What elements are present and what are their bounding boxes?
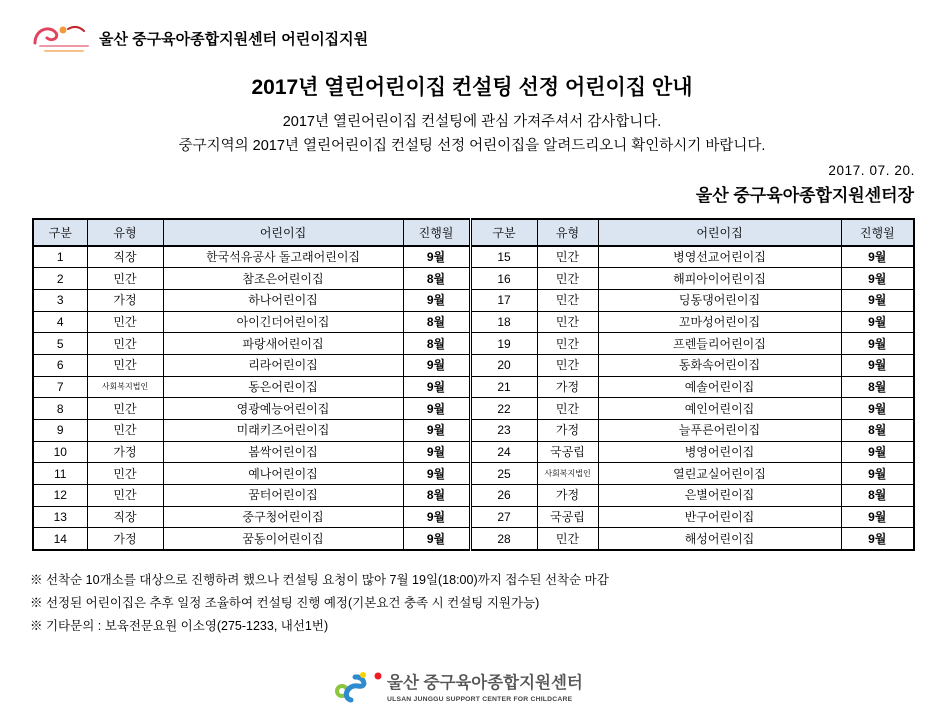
cell-no: 28: [470, 528, 537, 550]
logo-line-2: [44, 50, 84, 52]
cell-no: 18: [470, 311, 537, 333]
cell-type: 국공립: [537, 441, 598, 463]
cell-month: 8월: [403, 268, 470, 290]
cell-no: 15: [470, 246, 537, 268]
cell-no: 22: [470, 398, 537, 420]
cell-type: 민간: [537, 246, 598, 268]
logo-orange-crescent: [371, 680, 381, 700]
cell-name: 아이긴더어린이집: [163, 311, 403, 333]
cell-name: 참조은어린이집: [163, 268, 403, 290]
cell-name: 예나어린이집: [163, 463, 403, 485]
cell-name: 병영선교어린이집: [598, 246, 841, 268]
cell-month: 9월: [841, 463, 914, 485]
logo-swirl: [35, 29, 57, 43]
cell-no: 23: [470, 420, 537, 442]
cell-no: 1: [33, 246, 87, 268]
cell-no: 25: [470, 463, 537, 485]
cell-type: 민간: [87, 333, 163, 355]
col-header-type: 유형: [87, 219, 163, 246]
note-item: ※ 기타문의 : 보육전문요원 이소영(275-1233, 내선1번): [30, 619, 329, 633]
cell-type: 민간: [537, 354, 598, 376]
cell-name: 프렌들리어린이집: [598, 333, 841, 355]
cell-month: 9월: [403, 441, 470, 463]
cell-name: 딩동댕어린이집: [598, 289, 841, 311]
cell-type: 사회복지법인: [537, 463, 598, 485]
col-header-month: 진행월: [403, 219, 470, 246]
logo-figure-head: [60, 27, 67, 34]
logo-red-dot: [375, 673, 382, 680]
intro-line-2: 중구지역의 2017년 열린어린이집 컨설팅 선정 어린이집을 알려드리오니 확인하시기 바랍니다.: [178, 138, 766, 154]
signature: 울산 중구육아종합지원센터장: [695, 186, 914, 205]
notes: [30, 569, 609, 638]
cell-type: 국공립: [537, 506, 598, 528]
table-row: [33, 398, 914, 420]
cell-type: 민간: [537, 311, 598, 333]
table-row: [33, 528, 914, 550]
footer-org-name-en: ULSAN JUNGGU SUPPORT CENTER FOR CHILDCARE: [387, 696, 573, 703]
cell-no: 2: [33, 268, 87, 290]
cell-month: 9월: [841, 311, 914, 333]
cell-name: 꿈터어린이집: [163, 485, 403, 507]
cell-type: 직장: [87, 246, 163, 268]
cell-no: 7: [33, 376, 87, 398]
cell-type: 민간: [537, 289, 598, 311]
table-row: [33, 506, 914, 528]
cell-type: 가정: [537, 376, 598, 398]
cell-type: 민간: [87, 420, 163, 442]
cell-month: 9월: [841, 268, 914, 290]
cell-type: 민간: [537, 398, 598, 420]
cell-no: 12: [33, 485, 87, 507]
cell-no: 19: [470, 333, 537, 355]
table-row: [33, 289, 914, 311]
col-header-no: 구분: [33, 219, 87, 246]
logo-figure-arc: [68, 27, 84, 31]
cell-type: 민간: [87, 485, 163, 507]
cell-name: 늘푸른어린이집: [598, 420, 841, 442]
cell-no: 9: [33, 420, 87, 442]
cell-month: 9월: [841, 289, 914, 311]
cell-month: 8월: [403, 485, 470, 507]
cell-name: 꿈동이어린이집: [163, 528, 403, 550]
cell-month: 9월: [841, 398, 914, 420]
table-row: [33, 354, 914, 376]
table-row: [33, 441, 914, 463]
cell-type: 민간: [87, 463, 163, 485]
cell-type: 가정: [87, 528, 163, 550]
table-body: [33, 246, 914, 550]
cell-no: 4: [33, 311, 87, 333]
cell-no: 26: [470, 485, 537, 507]
cell-month: 9월: [403, 398, 470, 420]
logo-yellow-dot: [360, 672, 366, 678]
cell-month: 9월: [403, 289, 470, 311]
cell-type: 민간: [537, 268, 598, 290]
cell-type: 직장: [87, 506, 163, 528]
col-header-name: 어린이집: [163, 219, 403, 246]
cell-month: 9월: [403, 506, 470, 528]
cell-no: 11: [33, 463, 87, 485]
table-row: [33, 420, 914, 442]
cell-no: 21: [470, 376, 537, 398]
header-logo-icon: [30, 22, 96, 54]
table-header-row: [33, 219, 914, 246]
cell-month: 9월: [403, 354, 470, 376]
table-row: [33, 376, 914, 398]
cell-month: 9월: [403, 420, 470, 442]
cell-no: 24: [470, 441, 537, 463]
cell-no: 14: [33, 528, 87, 550]
cell-month: 8월: [841, 420, 914, 442]
footer-org-name: 울산 중구육아종합지원센터: [387, 674, 583, 692]
col-header-month: 진행월: [841, 219, 914, 246]
col-header-no: 구분: [470, 219, 537, 246]
note-item: ※ 선착순 10개소를 대상으로 진행하려 했으나 컨설팅 요청이 많아 7월 19일(18:00)까지 접수된 선착순 마감: [30, 573, 609, 587]
cell-no: 6: [33, 354, 87, 376]
cell-type: 민간: [87, 311, 163, 333]
cell-month: 9월: [403, 528, 470, 550]
cell-name: 반구어린이집: [598, 506, 841, 528]
cell-month: 8월: [403, 311, 470, 333]
cell-type: 민간: [87, 398, 163, 420]
cell-name: 영광예능어린이집: [163, 398, 403, 420]
cell-name: 은별어린이집: [598, 485, 841, 507]
cell-type: 사회복지법인: [87, 376, 163, 398]
notice-date: 2017. 07. 20.: [828, 163, 915, 178]
col-header-type: 유형: [537, 219, 598, 246]
cell-no: 20: [470, 354, 537, 376]
cell-name: 해성어린이집: [598, 528, 841, 550]
col-header-name: 어린이집: [598, 219, 841, 246]
cell-name: 파랑새어린이집: [163, 333, 403, 355]
cell-name: 병영어린이집: [598, 441, 841, 463]
cell-month: 8월: [403, 333, 470, 355]
cell-month: 8월: [841, 376, 914, 398]
cell-no: 10: [33, 441, 87, 463]
footer-logo-icon: [333, 669, 385, 705]
cell-type: 가정: [537, 420, 598, 442]
table-row: [33, 333, 914, 355]
cell-month: 9월: [403, 246, 470, 268]
cell-name: 예솔어린이집: [598, 376, 841, 398]
cell-type: 가정: [87, 441, 163, 463]
cell-name: 중구청어린이집: [163, 506, 403, 528]
table-row: [33, 311, 914, 333]
cell-name: 열린교실어린이집: [598, 463, 841, 485]
cell-month: 8월: [841, 485, 914, 507]
logo-blue-curve: [346, 677, 364, 700]
cell-type: 가정: [87, 289, 163, 311]
cell-month: 9월: [841, 354, 914, 376]
cell-no: 3: [33, 289, 87, 311]
cell-month: 9월: [841, 246, 914, 268]
intro-line-1: 2017년 열린어린이집 컨설팅에 관심 가져주셔서 감사합니다.: [282, 114, 662, 130]
note-item: ※ 선정된 어린이집은 추후 일정 조율하여 컨설팅 진행 예정(기본요건 충족 시 컨설팅 지원가능): [30, 596, 540, 610]
cell-month: 9월: [841, 333, 914, 355]
cell-no: 17: [470, 289, 537, 311]
cell-name: 한국석유공사 돌고래어린이집: [163, 246, 403, 268]
cell-month: 9월: [841, 528, 914, 550]
cell-no: 16: [470, 268, 537, 290]
cell-name: 봄싹어린이집: [163, 441, 403, 463]
cell-month: 9월: [841, 441, 914, 463]
cell-name: 하나어린이집: [163, 289, 403, 311]
cell-type: 가정: [537, 485, 598, 507]
cell-no: 5: [33, 333, 87, 355]
cell-month: 9월: [403, 376, 470, 398]
header-org-label: 울산 중구육아종합지원센터 어린이집지원: [99, 31, 369, 48]
cell-type: 민간: [87, 354, 163, 376]
selected-centers-table: [32, 218, 915, 551]
table-row: [33, 246, 914, 268]
cell-type: 민간: [87, 268, 163, 290]
cell-month: 9월: [841, 506, 914, 528]
cell-name: 동화속어린이집: [598, 354, 841, 376]
cell-name: 해피아이어린이집: [598, 268, 841, 290]
table-row: [33, 485, 914, 507]
table-row: [33, 463, 914, 485]
cell-name: 리라어린이집: [163, 354, 403, 376]
cell-type: 민간: [537, 333, 598, 355]
cell-no: 13: [33, 506, 87, 528]
page-title: 2017년 열린어린이집 컨설팅 선정 어린이집 안내: [251, 76, 693, 99]
cell-name: 꼬마성어린이집: [598, 311, 841, 333]
cell-no: 27: [470, 506, 537, 528]
cell-name: 동은어린이집: [163, 376, 403, 398]
logo-line-1: [39, 45, 89, 47]
cell-name: 미래키즈어린이집: [163, 420, 403, 442]
cell-type: 민간: [537, 528, 598, 550]
cell-month: 9월: [403, 463, 470, 485]
cell-no: 8: [33, 398, 87, 420]
cell-name: 예인어린이집: [598, 398, 841, 420]
table-header: [33, 219, 914, 246]
table-row: [33, 268, 914, 290]
